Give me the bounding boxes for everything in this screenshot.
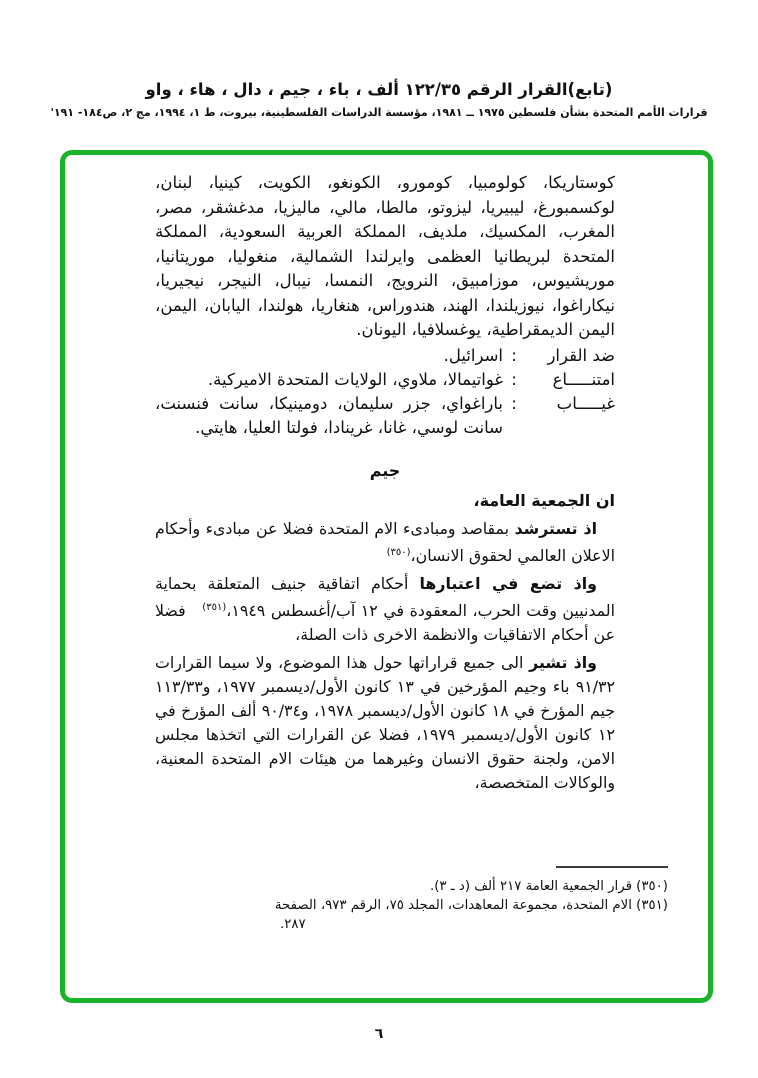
- vote-row-abstain: [155, 368, 615, 392]
- footnote-350: (٣٥٠) قرار الجمعية العامة ٢١٧ ألف (د ـ ٣).: [429, 879, 668, 894]
- footnote-351: (٣٥١) الام المتحدة، مجموعة المعاهدات، المجلد ٧٥، الرقم ٩٧٣، الصفحة: [274, 898, 668, 913]
- vote-label: ضد القرار: [547, 345, 615, 365]
- vote-colon: :: [511, 369, 517, 389]
- footnote-ref-351: (٣٥١): [202, 601, 227, 613]
- preamble-paragraph: [155, 651, 615, 795]
- paragraph-lead-bold: واذ تشير: [529, 652, 597, 672]
- paragraph-lead-bold: واذ تضع في اعتبارها: [419, 573, 597, 593]
- footnotes-block: [108, 866, 668, 934]
- footnote-ref-350: (٣٥٠): [386, 546, 411, 558]
- vote-value: اسرائيل.: [443, 345, 503, 365]
- vote-label: امتنـــــاع: [552, 369, 615, 389]
- vote-row-against: [155, 344, 615, 368]
- source-citation: قرارات الأمم المتحدة بشأن فلسطين ١٩٧٥ ــ ١٩٨١، مؤسسة الدراسات الفلسطينية، بيروت، ط ١، ١٩٩٤، مج ٢، ص١٨٤- ١٩١': [50, 106, 708, 119]
- document-body: [65, 155, 708, 795]
- paragraph-text: فضلا عن أحكام الاتفاقيات والانظمة الاخرى ذات الصلة،: [155, 600, 615, 644]
- vote-colon: :: [511, 345, 517, 365]
- paragraph-lead-bold: اذ تسترشد: [514, 518, 597, 538]
- paragraph-text: بمقاصد ومبادىء الام المتحدة فضلا عن مبادىء وأحكام الاعلان العالمي لحقوق الانسان،: [155, 518, 615, 565]
- footnote-351-continuation: ٢٨٧.: [280, 917, 306, 932]
- highlight-border-box: [60, 150, 713, 1003]
- footnote-separator: [556, 866, 668, 868]
- preamble-paragraph: [155, 517, 615, 568]
- vote-value: باراغواي، جزر سليمان، دومينيكا، سانت فنسنت، سانت لوسي، غانا، غرينادا، فولتا العليا، هايتي.: [155, 393, 503, 437]
- section-heading-jeem: جيم: [369, 460, 401, 480]
- vote-value: غواتيمالا، ملاوي، الولايات المتحدة الاميركية.: [207, 369, 503, 389]
- in-favour-countries-paragraph: كوستاريكا، كولومبيا، كومورو، الكونغو، الكويت، كينيا، لبنان، لوكسمبورغ، ليبيريا، ليزوتو، مالطا، مالي، ماليزيا، مدغشقر، مصر، المغرب، المكسيك، ملديف، المملكة العربية السعودية، المملكة المتحدة لبريطانيا العظمى وايرلندا الشمالية، منغوليا، موريتانيا، موريشيوس، موزامبيق، النرويج، النمسا، نيبال، النيجر، نيجيريا، نيكاراغوا، نيوزيلندا، الهند، هندوراس، هنغاريا، هولندا، اليابان، اليمن، اليمن الديمقراطية، يوغسلافيا، اليونان.: [155, 173, 615, 339]
- vote-results: [155, 344, 615, 440]
- preamble-paragraph: [155, 572, 615, 647]
- page-header: [0, 80, 758, 119]
- vote-label: غيـــــاب: [556, 393, 615, 413]
- page-number: ٦: [374, 1026, 384, 1042]
- vote-colon: :: [511, 393, 517, 413]
- general-assembly-line: ان الجمعية العامة،: [473, 490, 615, 510]
- resolution-title: (تابع)القرار الرقم ١٢٢/٣٥ ألف ، باء ، جيم ، دال ، هاء ، واو: [145, 80, 613, 99]
- vote-row-absent: [155, 392, 615, 440]
- paragraph-text: الى جميع قراراتها حول هذا الموضوع، ولا سيما القرارات ٩١/٣٢ باء وجيم المؤرخين في ١٣ كانون الأول/ديسمبر ١٩٧٧، و١١٣/٣٣ جيم المؤرخ في ١٨ كانون الأول/ديسمبر ١٩٧٨، و٩٠/٣٤ ألف المؤرخ في ١٢ كانون الأول/ديسمبر ١٩٧٩، فضلا عن القرارات التي اتخذها مجلس الامن، ولجنة حقوق الانسان وغيرهما من هيئات الام المتحدة المعنية، والوكالات المتخصصة،: [155, 652, 615, 792]
- paragraph-text: أحكام اتفاقية جنيف المتعلقة بحماية المدنيين وقت الحرب، المعقودة في ١٢ آب/أغسطس ١٩٤٩،: [155, 573, 615, 620]
